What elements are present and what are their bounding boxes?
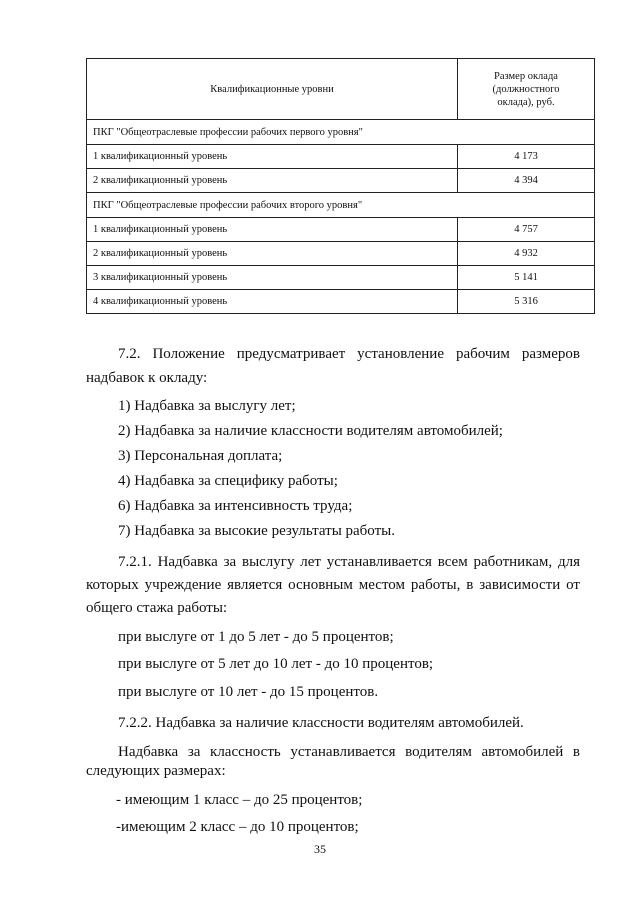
header-salary (458, 59, 595, 120)
salary-table (86, 58, 595, 314)
header-qualification-levels: Квалификационные уровни (87, 59, 458, 120)
group-row (87, 120, 595, 145)
list-item: 7) Надбавка за высокие результаты работы. (118, 523, 395, 539)
header-salary-line: оклада), руб. (497, 96, 555, 108)
group-row (87, 193, 595, 218)
list-item: 3) Персональная доплата; (118, 448, 283, 464)
level-cell: 1 квалификационный уровень (87, 218, 458, 242)
paragraph-7-2-2: 7.2.2. Надбавка за наличие классности водителям автомобилей. (118, 715, 524, 731)
table-row (87, 169, 595, 193)
table-row (87, 290, 595, 314)
level-cell: 1 квалификационный уровень (87, 145, 458, 169)
header-salary-line: Размер оклада (494, 70, 558, 82)
page-number: 35 (314, 842, 326, 856)
level-cell: 2 квалификационный уровень (87, 242, 458, 266)
level-cell: 2 квалификационный уровень (87, 169, 458, 193)
list-item: 6) Надбавка за интенсивность труда; (118, 498, 353, 514)
value-cell: 4 932 (458, 242, 595, 266)
table-header-row (87, 59, 595, 120)
paragraph-7-2-line: надбавок к окладу: (86, 370, 208, 386)
paragraph-7-2-1-line: 7.2.1. Надбавка за выслугу лет устанавливается всем работникам, для (118, 554, 580, 570)
list-item: при выслуге от 1 до 5 лет - до 5 процентов; (118, 629, 394, 645)
value-cell: 5 141 (458, 266, 595, 290)
value-cell: 5 316 (458, 290, 595, 314)
table-row (87, 145, 595, 169)
list-item: 1) Надбавка за выслугу лет; (118, 398, 296, 414)
table-row (87, 218, 595, 242)
paragraph-7-2-2b-line: Надбавка за классность устанавливается водителям автомобилей в (118, 744, 580, 760)
paragraph-7-2-1-line: общего стажа работы: (86, 600, 228, 616)
table-row (87, 242, 595, 266)
list-item: - имеющим 1 класс – до 25 процентов; (116, 792, 363, 808)
list-item: -имеющим 2 класс – до 10 процентов; (116, 819, 359, 835)
group-title: ПКГ "Общеотраслевые профессии рабочих первого уровня" (87, 120, 595, 145)
level-cell: 4 квалификационный уровень (87, 290, 458, 314)
list-item: 4) Надбавка за специфику работы; (118, 473, 338, 489)
paragraph-7-2-1-line: которых учреждение является основным местом работы, в зависимости от (86, 577, 580, 593)
value-cell: 4 394 (458, 169, 595, 193)
value-cell: 4 757 (458, 218, 595, 242)
value-cell: 4 173 (458, 145, 595, 169)
level-cell: 3 квалификационный уровень (87, 266, 458, 290)
list-item: при выслуге от 10 лет - до 15 процентов. (118, 684, 379, 700)
table-row (87, 266, 595, 290)
list-item: при выслуге от 5 лет до 10 лет - до 10 процентов; (118, 656, 434, 672)
list-item: 2) Надбавка за наличие классности водителям автомобилей; (118, 423, 503, 439)
paragraph-7-2-line: 7.2. Положение предусматривает установление рабочим размеров (118, 346, 580, 362)
group-title: ПКГ "Общеотраслевые профессии рабочих второго уровня" (87, 193, 595, 218)
paragraph-7-2-2b-line: следующих размерах: (86, 763, 226, 779)
header-salary-line: (должностного (492, 83, 560, 95)
